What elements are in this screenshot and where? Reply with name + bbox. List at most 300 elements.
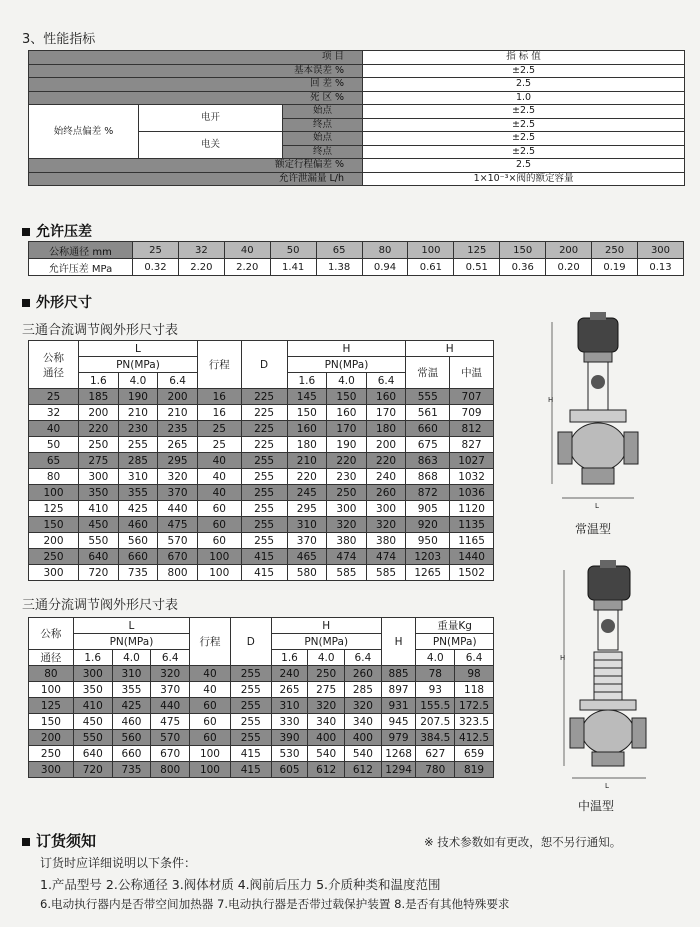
- table-cell: 310: [271, 698, 308, 714]
- table-cell: 230: [327, 469, 367, 485]
- table-cell: 265: [158, 437, 198, 453]
- table-cell: 275: [79, 453, 119, 469]
- diameter-value: 150: [500, 242, 546, 259]
- table-cell: 675: [406, 437, 450, 453]
- table-cell: 560: [118, 533, 158, 549]
- table-cell: 100: [190, 762, 231, 778]
- ordering-title-text: 订货须知: [36, 832, 97, 850]
- table-cell: 210: [287, 453, 327, 469]
- table-cell: 207.5: [416, 714, 455, 730]
- table-cell: 355: [118, 485, 158, 501]
- weight-header: 重量Kg: [416, 618, 494, 634]
- table-row: [29, 666, 494, 682]
- row-value: 1.0: [363, 91, 685, 105]
- pn-value: 4.0: [112, 650, 151, 666]
- table-cell: 200: [158, 389, 198, 405]
- table-cell: 1165: [450, 533, 494, 549]
- table-cell: 670: [158, 549, 198, 565]
- table-cell: 440: [158, 501, 198, 517]
- pressure-title-text: 允许压差: [36, 224, 92, 240]
- diameter-value: 25: [133, 242, 179, 259]
- table-cell: 465: [287, 549, 327, 565]
- table-cell: 160: [366, 389, 406, 405]
- table-cell: 285: [345, 682, 382, 698]
- ordering-line-2: 6.电动执行器内是否带空间加热器 7.电动执行器是否带过载保护装置 8.是否有其他特殊要求: [40, 897, 510, 911]
- table-cell: 98: [455, 666, 494, 682]
- table-cell: 100: [190, 746, 231, 762]
- table-cell: 640: [73, 746, 112, 762]
- table-cell: 390: [271, 730, 308, 746]
- table-cell: 819: [455, 762, 494, 778]
- table-cell: 150: [287, 405, 327, 421]
- table-cell: 16: [197, 405, 241, 421]
- pn-value: 4.0: [118, 373, 158, 389]
- header-item: 项 目: [29, 51, 363, 65]
- table-cell: 40: [29, 421, 79, 437]
- table-cell: 350: [73, 682, 112, 698]
- table-cell: 475: [151, 714, 190, 730]
- table-cell: 450: [79, 517, 119, 533]
- diameter-value: 40: [224, 242, 270, 259]
- table-cell: 310: [112, 666, 151, 682]
- table-cell: 474: [327, 549, 367, 565]
- table-cell: 540: [345, 746, 382, 762]
- table-cell: 255: [241, 485, 287, 501]
- table-row: [29, 746, 494, 762]
- table-cell: 25: [197, 437, 241, 453]
- table-cell: 78: [416, 666, 455, 682]
- table-cell: 100: [29, 485, 79, 501]
- table-cell: 210: [118, 405, 158, 421]
- table-cell: 40: [190, 682, 231, 698]
- performance-table: [28, 50, 685, 186]
- pn-header: PN(MPa): [271, 634, 381, 650]
- table-cell: 190: [327, 437, 367, 453]
- diameter-value: 80: [362, 242, 408, 259]
- table-cell: 240: [271, 666, 308, 682]
- table-cell: 170: [366, 405, 406, 421]
- table-cell: 550: [79, 533, 119, 549]
- table-cell: 200: [79, 405, 119, 421]
- table-cell: 250: [29, 549, 79, 565]
- pressure-value: 0.94: [362, 259, 408, 276]
- table-row: [29, 533, 494, 549]
- table-cell: 780: [416, 762, 455, 778]
- table-cell: 250: [79, 437, 119, 453]
- table-cell: 60: [197, 533, 241, 549]
- table-cell: 931: [381, 698, 416, 714]
- diameter-value: 100: [408, 242, 454, 259]
- table-cell: 555: [406, 389, 450, 405]
- table-cell: 425: [112, 698, 151, 714]
- table-cell: 40: [197, 485, 241, 501]
- table-cell: 707: [450, 389, 494, 405]
- table-cell: 1502: [450, 565, 494, 581]
- table-cell: 160: [287, 421, 327, 437]
- table-row: [29, 485, 494, 501]
- table-cell: 440: [151, 698, 190, 714]
- table-row: [29, 714, 494, 730]
- table-cell: 172.5: [455, 698, 494, 714]
- table-cell: 320: [151, 666, 190, 682]
- table-row: [29, 389, 494, 405]
- table-cell: 415: [230, 762, 271, 778]
- pn-value: 1.6: [287, 373, 327, 389]
- table-cell: 340: [345, 714, 382, 730]
- table-cell: 150: [29, 517, 79, 533]
- H2-header: H: [381, 618, 416, 666]
- table-cell: 80: [29, 469, 79, 485]
- table-cell: 415: [230, 746, 271, 762]
- diameter-value: 300: [637, 242, 683, 259]
- stroke-header: 行程: [190, 618, 231, 666]
- table2-title: 三通分流调节阀外形尺寸表: [22, 598, 179, 613]
- table-cell: 185: [79, 389, 119, 405]
- H-header: H: [271, 618, 381, 634]
- row-value: ±2.5: [363, 64, 685, 78]
- table-cell: 1120: [450, 501, 494, 517]
- table-cell: 220: [366, 453, 406, 469]
- power-off-label: 电关: [139, 132, 283, 159]
- table-row: [29, 517, 494, 533]
- table-cell: 145: [287, 389, 327, 405]
- table-cell: 384.5: [416, 730, 455, 746]
- table-cell: 425: [118, 501, 158, 517]
- table-row: [29, 549, 494, 565]
- table-cell: 255: [241, 533, 287, 549]
- table-cell: 60: [190, 698, 231, 714]
- table-cell: 65: [29, 453, 79, 469]
- pressure-title: [22, 221, 92, 241]
- stroke-header: 行程: [197, 341, 241, 389]
- table-cell: 474: [366, 549, 406, 565]
- table-cell: 60: [190, 714, 231, 730]
- pn-value: 4.0: [327, 373, 367, 389]
- row-value: 2.5: [363, 78, 685, 92]
- table1-title: 三通合流调节阀外形尺寸表: [22, 323, 179, 338]
- table-cell: 897: [381, 682, 416, 698]
- table-cell: 255: [118, 437, 158, 453]
- table-cell: 250: [308, 666, 345, 682]
- svg-text:H: H: [560, 654, 566, 662]
- table-cell: 415: [241, 549, 287, 565]
- table-cell: 800: [158, 565, 198, 581]
- end-label: 终点: [283, 118, 363, 132]
- table-cell: 255: [230, 666, 271, 682]
- table-cell: 812: [450, 421, 494, 437]
- table-cell: 260: [366, 485, 406, 501]
- table-cell: 225: [241, 389, 287, 405]
- table-cell: 412.5: [455, 730, 494, 746]
- pn-value: 4.0: [416, 650, 455, 666]
- mid-temp-header: 中温: [450, 357, 494, 389]
- endpoint-value: ±2.5: [363, 145, 685, 159]
- table-cell: 550: [73, 730, 112, 746]
- table-cell: 370: [158, 485, 198, 501]
- table-cell: 190: [118, 389, 158, 405]
- ordering-title: [22, 830, 96, 851]
- pn-value: 6.4: [455, 650, 494, 666]
- rated-travel-label: 额定行程偏差 %: [29, 159, 363, 173]
- diameter-label: 公称通径 mm: [29, 242, 133, 259]
- table-cell: 200: [29, 730, 74, 746]
- table-cell: 320: [308, 698, 345, 714]
- ordering-intro: 订货时应详细说明以下条件：: [40, 856, 197, 870]
- endpoint-label: 始终点偏差 %: [29, 105, 139, 159]
- table-cell: 1135: [450, 517, 494, 533]
- table-cell: 410: [73, 698, 112, 714]
- table-cell: 410: [79, 501, 119, 517]
- table-cell: 330: [271, 714, 308, 730]
- table-cell: 450: [73, 714, 112, 730]
- table-cell: 125: [29, 501, 79, 517]
- table-cell: 627: [416, 746, 455, 762]
- table-cell: 320: [327, 517, 367, 533]
- table-cell: 340: [308, 714, 345, 730]
- table-cell: 100: [197, 565, 241, 581]
- diameter-value: 50: [270, 242, 316, 259]
- table-cell: 570: [151, 730, 190, 746]
- performance-title: 3、性能指标: [22, 32, 96, 47]
- dimensions-title-text: 外形尺寸: [36, 295, 92, 311]
- table-cell: 920: [406, 517, 450, 533]
- table-cell: 950: [406, 533, 450, 549]
- table-cell: 210: [158, 405, 198, 421]
- table-cell: 905: [406, 501, 450, 517]
- pn-value: 6.4: [345, 650, 382, 666]
- normal-temp-valve-drawing: [548, 312, 648, 512]
- table-cell: 285: [118, 453, 158, 469]
- table-cell: 380: [327, 533, 367, 549]
- table-cell: 355: [112, 682, 151, 698]
- table-cell: 230: [118, 421, 158, 437]
- power-on-label: 电开: [139, 105, 283, 132]
- mid-temp-caption: 中温型: [578, 799, 615, 813]
- table-cell: 100: [197, 549, 241, 565]
- table-cell: 295: [287, 501, 327, 517]
- table-cell: 93: [416, 682, 455, 698]
- pn-value: 6.4: [366, 373, 406, 389]
- table-cell: 300: [29, 762, 74, 778]
- pn-value: 6.4: [158, 373, 198, 389]
- table-row: [29, 453, 494, 469]
- endpoint-value: ±2.5: [363, 118, 685, 132]
- table-cell: 255: [230, 682, 271, 698]
- table-cell: 255: [241, 517, 287, 533]
- table-cell: 320: [345, 698, 382, 714]
- H-header: H: [287, 341, 406, 357]
- table-cell: 16: [197, 389, 241, 405]
- table-cell: 570: [158, 533, 198, 549]
- end-label: 终点: [283, 145, 363, 159]
- D-header: D: [230, 618, 271, 666]
- normal-temp-header: 常温: [406, 357, 450, 389]
- pressure-value: 0.51: [454, 259, 500, 276]
- table-cell: 300: [327, 501, 367, 517]
- table-row: [29, 565, 494, 581]
- pressure-table: [28, 241, 684, 276]
- table-cell: 1036: [450, 485, 494, 501]
- table-cell: 250: [29, 746, 74, 762]
- table-cell: 475: [158, 517, 198, 533]
- nominal-bore-header: 公称 通径: [29, 341, 79, 389]
- ordering-line-1: 1.产品型号 2.公称通径 3.阀体材质 4.阀前后压力 5.介质种类和温度范围: [40, 877, 441, 892]
- table-cell: 659: [455, 746, 494, 762]
- pn-value: 1.6: [271, 650, 308, 666]
- pn-header: PN(MPa): [416, 634, 494, 650]
- table-cell: 40: [197, 469, 241, 485]
- table-cell: 640: [79, 549, 119, 565]
- table-cell: 260: [345, 666, 382, 682]
- endpoint-value: ±2.5: [363, 105, 685, 119]
- diameter-value: 65: [316, 242, 362, 259]
- table-cell: 255: [241, 501, 287, 517]
- svg-text:L: L: [605, 782, 609, 790]
- pressure-value: 0.32: [133, 259, 179, 276]
- normal-temp-caption: 常温型: [575, 522, 612, 536]
- table-cell: 40: [190, 666, 231, 682]
- table-cell: 25: [29, 389, 79, 405]
- table-cell: 200: [366, 437, 406, 453]
- leakage-label: 允许泄漏量 L/h: [29, 172, 363, 186]
- table-cell: 265: [271, 682, 308, 698]
- H2-header: H: [406, 341, 494, 357]
- table-cell: 60: [197, 517, 241, 533]
- table-cell: 720: [73, 762, 112, 778]
- table-cell: 255: [241, 469, 287, 485]
- table-cell: 709: [450, 405, 494, 421]
- table-cell: 240: [366, 469, 406, 485]
- table-cell: 25: [197, 421, 241, 437]
- table-cell: 100: [29, 682, 74, 698]
- table-cell: 225: [241, 421, 287, 437]
- pn-header: PN(MPa): [79, 357, 198, 373]
- nominal-header: 公称: [29, 618, 74, 650]
- D-header: D: [241, 341, 287, 389]
- table-cell: 310: [118, 469, 158, 485]
- table-cell: 225: [241, 437, 287, 453]
- table-cell: 220: [79, 421, 119, 437]
- table-cell: 1268: [381, 746, 416, 762]
- table-cell: 180: [366, 421, 406, 437]
- table-cell: 320: [366, 517, 406, 533]
- table-cell: 245: [287, 485, 327, 501]
- mid-temp-valve-drawing: [560, 560, 660, 790]
- table-cell: 460: [112, 714, 151, 730]
- table-row: [29, 469, 494, 485]
- table-cell: 320: [158, 469, 198, 485]
- table-cell: 540: [308, 746, 345, 762]
- pn-value: 1.6: [73, 650, 112, 666]
- table-cell: 32: [29, 405, 79, 421]
- table-cell: 323.5: [455, 714, 494, 730]
- table-cell: 885: [381, 666, 416, 682]
- table-cell: 1265: [406, 565, 450, 581]
- table-cell: 1294: [381, 762, 416, 778]
- table-cell: 415: [241, 565, 287, 581]
- table-cell: 180: [287, 437, 327, 453]
- pn-header: PN(MPa): [287, 357, 406, 373]
- table-cell: 370: [151, 682, 190, 698]
- table-cell: 225: [241, 405, 287, 421]
- pressure-value: 0.61: [408, 259, 454, 276]
- pressure-value: 0.20: [546, 259, 592, 276]
- table-cell: 300: [79, 469, 119, 485]
- table-cell: 720: [79, 565, 119, 581]
- table-cell: 530: [271, 746, 308, 762]
- L-header: L: [73, 618, 189, 634]
- table-cell: 800: [151, 762, 190, 778]
- merging-valve-table: [28, 340, 494, 581]
- table-cell: 660: [118, 549, 158, 565]
- pressure-label: 允许压差 MPa: [29, 259, 133, 276]
- table-cell: 295: [158, 453, 198, 469]
- table-cell: 735: [118, 565, 158, 581]
- table-cell: 580: [287, 565, 327, 581]
- table-cell: 945: [381, 714, 416, 730]
- table-cell: 310: [287, 517, 327, 533]
- table-cell: 150: [327, 389, 367, 405]
- dimensions-title: [22, 292, 92, 312]
- pressure-value: 0.13: [637, 259, 683, 276]
- table-cell: 220: [287, 469, 327, 485]
- table-cell: 560: [112, 730, 151, 746]
- table-cell: 660: [406, 421, 450, 437]
- table-cell: 612: [345, 762, 382, 778]
- table-cell: 863: [406, 453, 450, 469]
- row-label: 基本误差 %: [29, 64, 363, 78]
- diameter-value: 32: [178, 242, 224, 259]
- table-cell: 605: [271, 762, 308, 778]
- rated-travel-value: 2.5: [363, 159, 685, 173]
- table-cell: 170: [327, 421, 367, 437]
- table-cell: 370: [287, 533, 327, 549]
- table-cell: 118: [455, 682, 494, 698]
- pressure-value: 0.36: [500, 259, 546, 276]
- table-cell: 380: [366, 533, 406, 549]
- table-cell: 60: [197, 501, 241, 517]
- table-cell: 1440: [450, 549, 494, 565]
- pressure-value: 0.19: [592, 259, 638, 276]
- table-row: [29, 437, 494, 453]
- table-cell: 300: [29, 565, 79, 581]
- notice: ※ 技术参数如有更改，恕不另行通知。: [424, 835, 622, 849]
- table-cell: 255: [230, 730, 271, 746]
- table-row: [29, 421, 494, 437]
- diameter-value: 200: [546, 242, 592, 259]
- pn-value: 6.4: [151, 650, 190, 666]
- start-label: 始点: [283, 132, 363, 146]
- pn-header: PN(MPa): [73, 634, 189, 650]
- bore-header: 通径: [29, 650, 74, 666]
- header-value: 指 标 值: [363, 51, 685, 65]
- pressure-value: 2.20: [224, 259, 270, 276]
- table-cell: 670: [151, 746, 190, 762]
- table-cell: 125: [29, 698, 74, 714]
- table-cell: 735: [112, 762, 151, 778]
- table-cell: 612: [308, 762, 345, 778]
- table-cell: 220: [327, 453, 367, 469]
- svg-text:H: H: [548, 396, 554, 404]
- table-row: [29, 762, 494, 778]
- table-cell: 400: [308, 730, 345, 746]
- table-cell: 235: [158, 421, 198, 437]
- table-cell: 80: [29, 666, 74, 682]
- table-cell: 1203: [406, 549, 450, 565]
- svg-text:L: L: [595, 502, 599, 510]
- table-cell: 200: [29, 533, 79, 549]
- diameter-value: 125: [454, 242, 500, 259]
